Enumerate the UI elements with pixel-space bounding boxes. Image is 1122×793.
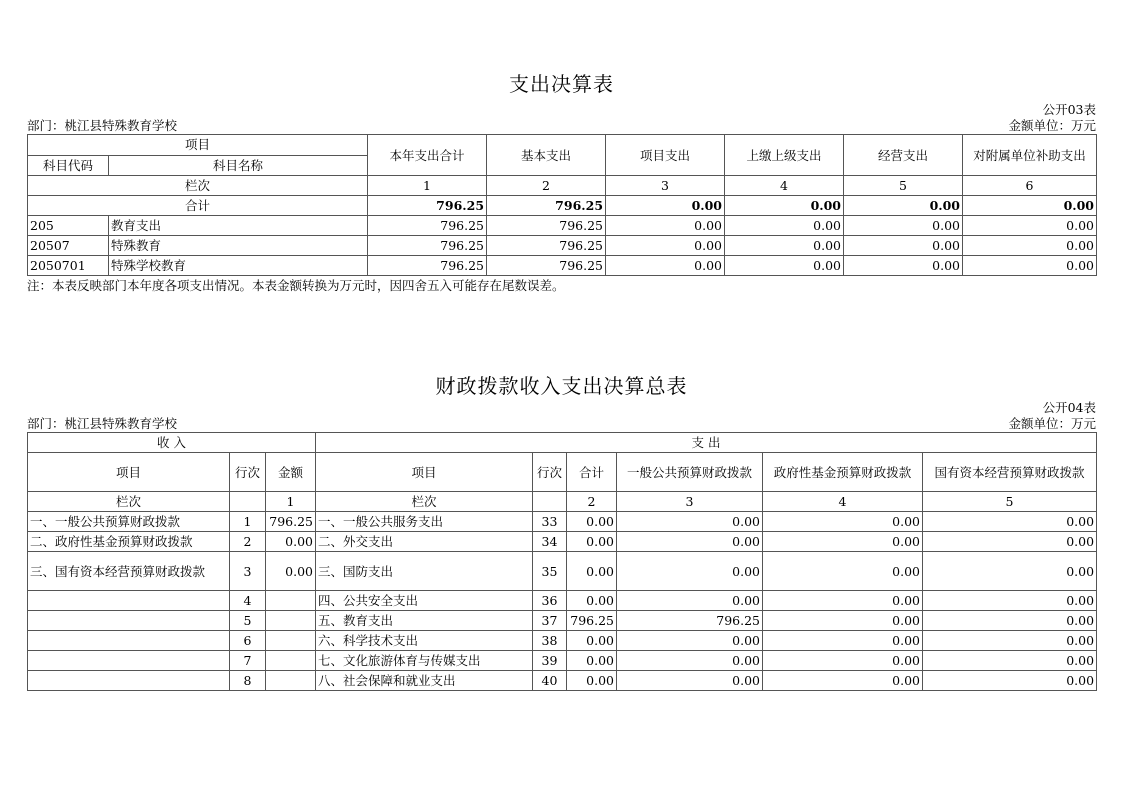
table1-note: 注：本表反映部门本年度各项支出情况。本表金额转换为万元时，因四舍五入可能存在尾数误差。: [27, 278, 565, 293]
header-in-amount: 金额: [266, 453, 316, 492]
row-ex-line: 36: [533, 591, 567, 611]
row-value: 0.00: [963, 236, 1097, 256]
table1-colnum-row: [28, 176, 1097, 196]
col-num: 6: [963, 176, 1097, 196]
row-value: 796.25: [487, 216, 606, 236]
row-code: 20507: [28, 236, 109, 256]
table-row: [28, 236, 1097, 256]
row-value: 0.00: [923, 651, 1097, 671]
header-upper: 上缴上级支出: [725, 135, 844, 176]
row-ex-item: 一、一般公共服务支出: [316, 512, 533, 532]
row-value: 0.00: [617, 631, 763, 651]
col-num: 5: [844, 176, 963, 196]
row-value: 0.00: [763, 591, 923, 611]
row-ex-item: 七、文化旅游体育与传媒支出: [316, 651, 533, 671]
expense-settlement-section: [27, 72, 1096, 295]
col-num: 2: [567, 492, 617, 512]
row-in-line: 3: [230, 552, 266, 591]
col-num: 4: [763, 492, 923, 512]
col-label: 栏次: [28, 176, 368, 196]
col-num: 5: [923, 492, 1097, 512]
row-in-amount: [266, 591, 316, 611]
row-in-item: [28, 591, 230, 611]
row-value: 0.00: [567, 631, 617, 651]
row-name: 特殊教育: [109, 236, 368, 256]
row-value: 0.00: [844, 216, 963, 236]
table1-code: 公开03表: [1042, 102, 1096, 117]
row-value: 0.00: [567, 591, 617, 611]
row-value: 0.00: [606, 236, 725, 256]
row-value: 0.00: [567, 532, 617, 552]
row-in-item: [28, 651, 230, 671]
table-row: [28, 552, 1097, 591]
row-in-item: [28, 611, 230, 631]
row-ex-item: 四、公共安全支出: [316, 591, 533, 611]
row-value: 0.00: [763, 671, 923, 691]
row-value: 796.25: [368, 216, 487, 236]
sum-value: 796.25: [368, 196, 487, 216]
col-num: 2: [487, 176, 606, 196]
row-value: 0.00: [763, 512, 923, 532]
row-in-item: [28, 671, 230, 691]
table1-meta: [27, 118, 1096, 134]
header-ex-total: 合计: [567, 453, 617, 492]
row-value: 796.25: [368, 236, 487, 256]
row-value: 0.00: [923, 671, 1097, 691]
table-row: [28, 216, 1097, 236]
col-label: 栏次: [28, 492, 230, 512]
row-value: 0.00: [923, 512, 1097, 532]
row-in-line: 6: [230, 631, 266, 651]
header-ex-item: 项目: [316, 453, 533, 492]
header-expense: 支 出: [316, 433, 1097, 453]
row-in-line: 1: [230, 512, 266, 532]
row-in-amount: 0.00: [266, 552, 316, 591]
table1-header-row: [28, 135, 1097, 156]
table1-unit: 金额单位：万元: [1008, 118, 1096, 133]
col-label: 栏次: [316, 492, 533, 512]
sum-value: 0.00: [844, 196, 963, 216]
row-ex-item: 六、科学技术支出: [316, 631, 533, 651]
row-value: 0.00: [923, 552, 1097, 591]
row-value: 0.00: [763, 532, 923, 552]
sum-value: 796.25: [487, 196, 606, 216]
table-row: [28, 512, 1097, 532]
row-ex-line: 33: [533, 512, 567, 532]
table-row: [28, 631, 1097, 651]
row-value: 0.00: [763, 552, 923, 591]
header-in-line: 行次: [230, 453, 266, 492]
row-code: 205: [28, 216, 109, 236]
row-value: 0.00: [763, 651, 923, 671]
sum-value: 0.00: [725, 196, 844, 216]
table-row: [28, 671, 1097, 691]
header-name: 科目名称: [109, 155, 368, 176]
row-value: 0.00: [617, 512, 763, 532]
table-row: [28, 591, 1097, 611]
row-value: 0.00: [725, 236, 844, 256]
row-value: 0.00: [606, 256, 725, 276]
sum-label: 合计: [28, 196, 368, 216]
row-value: 0.00: [567, 512, 617, 532]
row-value: 0.00: [617, 552, 763, 591]
row-value: 0.00: [923, 532, 1097, 552]
row-in-line: 2: [230, 532, 266, 552]
row-value: 0.00: [725, 216, 844, 236]
row-value: 0.00: [963, 256, 1097, 276]
table2-code: 公开04表: [1042, 400, 1096, 415]
expense-settlement-table: [27, 134, 1097, 276]
row-value: 0.00: [567, 651, 617, 671]
col-num: 4: [725, 176, 844, 196]
row-value: 0.00: [617, 532, 763, 552]
sum-value: 0.00: [606, 196, 725, 216]
row-ex-line: 40: [533, 671, 567, 691]
header-in-item: 项目: [28, 453, 230, 492]
row-in-line: 4: [230, 591, 266, 611]
row-value: 0.00: [923, 631, 1097, 651]
row-value: 796.25: [617, 611, 763, 631]
header-basic: 基本支出: [487, 135, 606, 176]
row-ex-item: 八、社会保障和就业支出: [316, 671, 533, 691]
row-in-line: 5: [230, 611, 266, 631]
col-num: 3: [606, 176, 725, 196]
table-row: [28, 532, 1097, 552]
table-row: [28, 611, 1097, 631]
row-in-item: 三、国有资本经营预算财政拨款: [28, 552, 230, 591]
header-total: 本年支出合计: [368, 135, 487, 176]
table-row: [28, 256, 1097, 276]
row-in-amount: 0.00: [266, 532, 316, 552]
col-num: 3: [617, 492, 763, 512]
row-in-amount: [266, 611, 316, 631]
table2-colnum-row: [28, 492, 1097, 512]
row-name: 特殊学校教育: [109, 256, 368, 276]
row-value: 0.00: [617, 651, 763, 671]
row-value: 0.00: [963, 216, 1097, 236]
row-value: 796.25: [368, 256, 487, 276]
row-value: 796.25: [487, 256, 606, 276]
row-ex-item: 二、外交支出: [316, 532, 533, 552]
row-value: 0.00: [763, 631, 923, 651]
row-in-item: 一、一般公共预算财政拨款: [28, 512, 230, 532]
row-value: 0.00: [844, 256, 963, 276]
row-value: 0.00: [617, 671, 763, 691]
header-ex-line: 行次: [533, 453, 567, 492]
header-subsidy: 对附属单位补助支出: [963, 135, 1097, 176]
sum-value: 0.00: [963, 196, 1097, 216]
row-value: 0.00: [923, 611, 1097, 631]
row-name: 教育支出: [109, 216, 368, 236]
table2-title: 财政拨款收入支出决算总表: [435, 374, 688, 398]
row-code: 2050701: [28, 256, 109, 276]
row-in-amount: [266, 631, 316, 651]
header-fund: 政府性基金预算财政拨款: [763, 453, 923, 492]
header-state: 国有资本经营预算财政拨款: [923, 453, 1097, 492]
row-value: 0.00: [763, 611, 923, 631]
header-item: 项目: [28, 135, 368, 156]
col-num: [230, 492, 266, 512]
row-value: 796.25: [487, 236, 606, 256]
fiscal-appropriation-section: [27, 374, 1096, 691]
row-in-item: 二、政府性基金预算财政拨款: [28, 532, 230, 552]
header-project: 项目支出: [606, 135, 725, 176]
col-num: 1: [266, 492, 316, 512]
header-general: 一般公共预算财政拨款: [617, 453, 763, 492]
row-value: 0.00: [923, 591, 1097, 611]
row-value: 796.25: [567, 611, 617, 631]
header-income: 收 入: [28, 433, 316, 453]
table2-unit: 金额单位：万元: [1008, 416, 1096, 431]
row-ex-line: 38: [533, 631, 567, 651]
table-row: [28, 651, 1097, 671]
table2-section-row: [28, 433, 1097, 453]
row-value: 0.00: [844, 236, 963, 256]
row-ex-item: 五、教育支出: [316, 611, 533, 631]
row-ex-item: 三、国防支出: [316, 552, 533, 591]
row-ex-line: 35: [533, 552, 567, 591]
table2-dept: 部门：桃江县特殊教育学校: [27, 416, 178, 431]
row-in-item: [28, 631, 230, 651]
table2-meta: [27, 416, 1096, 432]
row-in-amount: [266, 671, 316, 691]
header-code: 科目代码: [28, 155, 109, 176]
header-business: 经营支出: [844, 135, 963, 176]
row-ex-line: 34: [533, 532, 567, 552]
row-in-amount: [266, 651, 316, 671]
fiscal-appropriation-table: [27, 432, 1097, 691]
col-num: 1: [368, 176, 487, 196]
row-in-amount: 796.25: [266, 512, 316, 532]
table2-header-row: [28, 453, 1097, 492]
table1-sum-row: [28, 196, 1097, 216]
row-value: 0.00: [567, 671, 617, 691]
row-value: 0.00: [617, 591, 763, 611]
table1-title: 支出决算表: [509, 72, 614, 96]
row-in-line: 7: [230, 651, 266, 671]
row-ex-line: 37: [533, 611, 567, 631]
row-ex-line: 39: [533, 651, 567, 671]
row-value: 0.00: [567, 552, 617, 591]
table1-dept: 部门：桃江县特殊教育学校: [27, 118, 178, 133]
row-in-line: 8: [230, 671, 266, 691]
row-value: 0.00: [606, 216, 725, 236]
row-value: 0.00: [725, 256, 844, 276]
col-num: [533, 492, 567, 512]
